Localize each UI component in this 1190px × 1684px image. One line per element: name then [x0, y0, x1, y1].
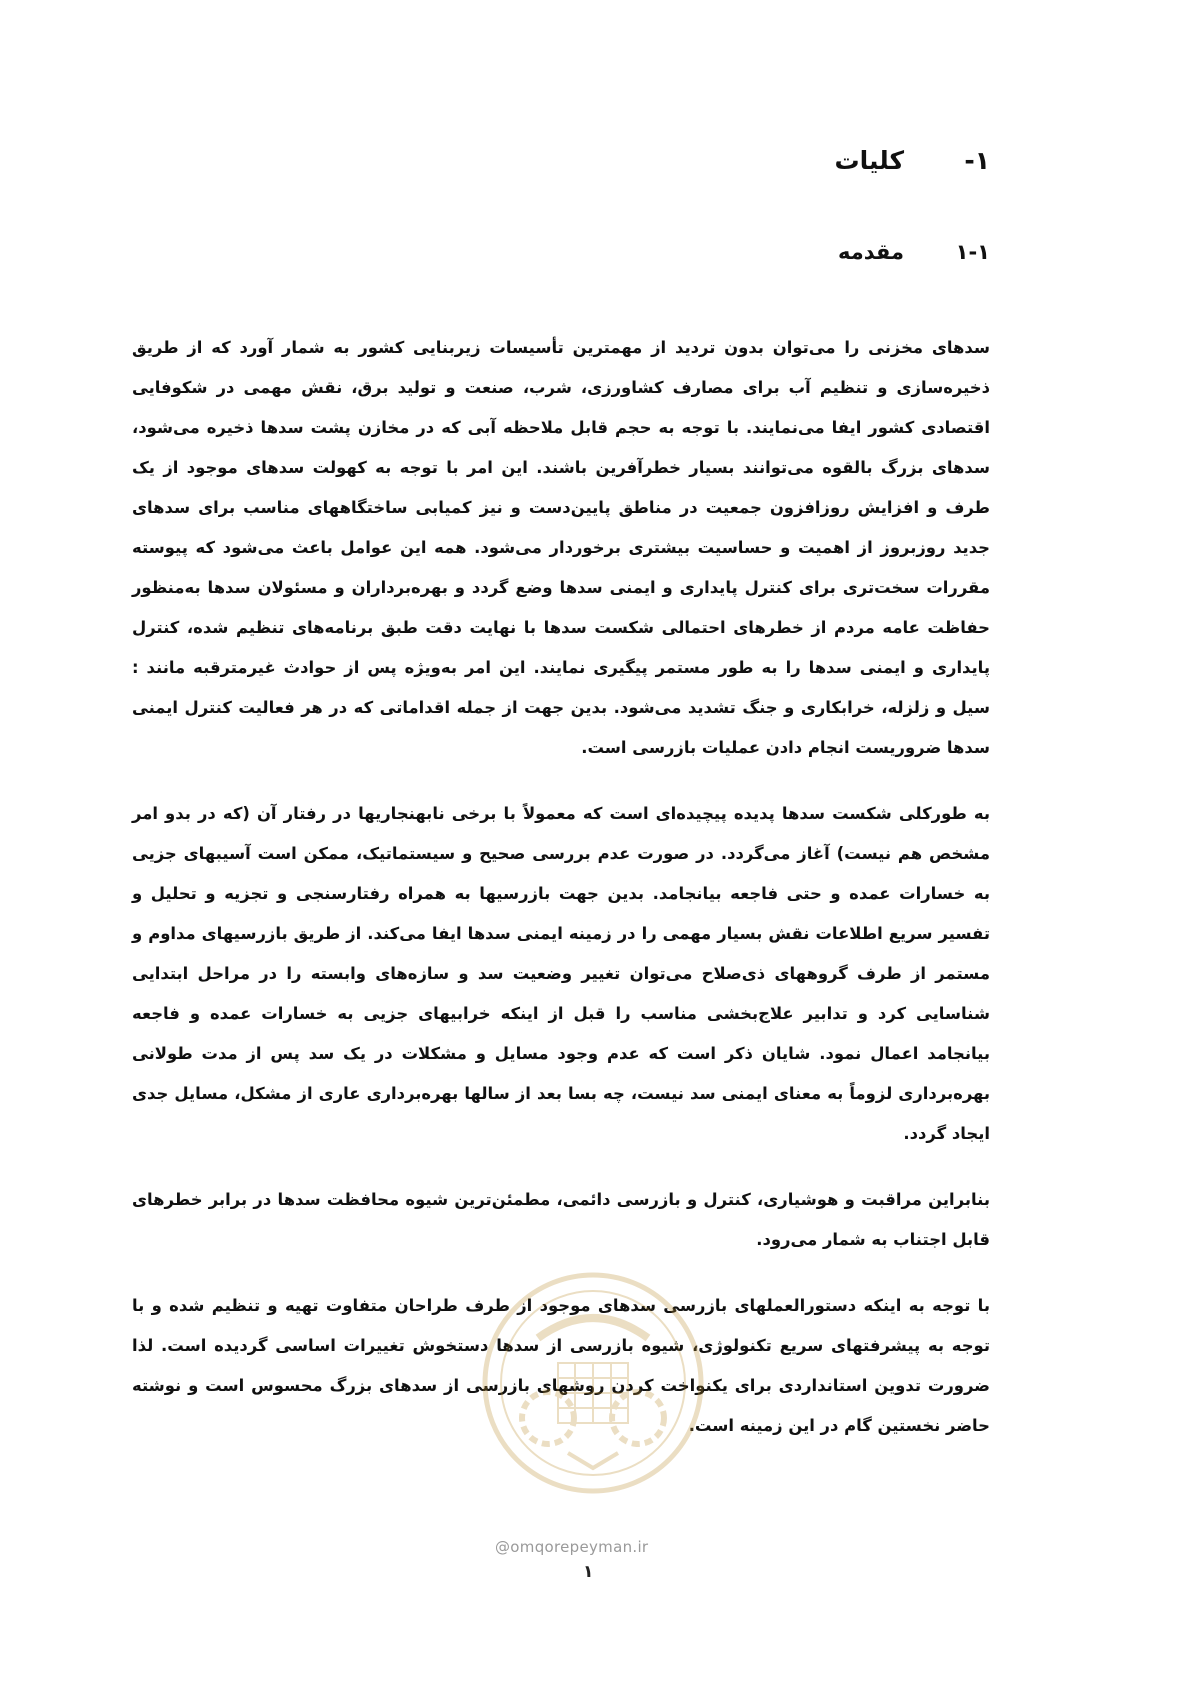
watermark-seal-icon — [478, 1268, 708, 1498]
subsection-heading — [838, 240, 990, 264]
section-heading — [835, 146, 990, 175]
subsection-title: مقدمه — [838, 240, 904, 264]
section-title: کلیات — [834, 146, 904, 175]
paragraph-2: به طورکلی شکست سدها پدیده پیچیده‌ای است که معمولاً با برخی نابهنجاریها در رفتار آن (که در بدو امر مشخص هم نیست) آغاز می‌گردد. در صورت عدم بررسی صحیح و سیستماتیک، ممکن است آسیبهای جزیی به خسارات عمده و حتی فاجعه بیانجامد. بدین جهت بازرسیها به همراه رفتارسنجی و تجزیه و تحلیل و تفسیر سریع اطلاعات نقش بسیار مهمی را در زمینه ایمنی سدها ایفا می‌کند. از طریق بازرسیهای مداوم و مستمر از طرف گروههای ذی‌صلاح می‌توان تغییر وضعیت سد و سازه‌های وابسته را در مراحل ابتدایی شناسایی کرد و تدابیر علاج‌بخشی مناسب را قبل از اینکه خرابیهای جزیی به خسارات عمده و فاجعه بیانجامد اعمال نمود. شایان ذکر است که عدم وجود مسایل و مشکلات در یک سد پس از مدت طولانی بهره‌برداری لزوماً به معنای ایمنی سد نیست، چه بسا بعد از سالها بهره‌برداری عاری از مشکل، مسایل جدی ایجاد گردد. — [132, 804, 990, 1143]
watermark-url: @omqorepeyman.ir — [495, 1538, 649, 1556]
subsection-number: ۱-۱ — [955, 240, 990, 264]
paragraph-3: بنابراین مراقبت و هوشیاری، کنترل و بازرسی دائمی، مطمئن‌ترین شیوه محافظت سدها در برابر خطرهای قابل اجتناب به شمار می‌رود. — [132, 1190, 990, 1249]
paragraph-4: با توجه به اینکه دستورالعملهای بازرسی سدهای موجود از طرف طراحان متفاوت تهیه و تنظیم شده و با توجه به پیشرفتهای سریع تکنولوژی، شیوه بازرسی از سدها دستخوش تغییرات اساسی گردیده است. لذا ضرورت تدوین استانداردی برای یکنواخت کردن روشهای بازرسی از سدهای بزرگ محسوس است و نوشته حاضر نخستین گام در این زمینه است. — [132, 1296, 990, 1435]
section-number: ۱- — [964, 146, 990, 175]
page-number: ۱ — [583, 1562, 594, 1582]
paragraph-1: سدهای مخزنی را می‌توان بدون تردید از مهمترین تأسیسات زیربنایی کشور به شمار آورد که از طریق ذخیره‌سازی و تنظیم آب برای مصارف کشاورزی، شرب، صنعت و تولید برق، نقش مهمی در شکوفایی اقتصادی کشور ایفا می‌نمایند. با توجه به حجم قابل ملاحظه آبی که در مخازن پشت سدها ذخیره می‌شود، سدهای بزرگ بالقوه می‌توانند بسیار خطرآفرین باشند. این امر با توجه به کهولت سدهای موجود از یک طرف و افزایش روزافزون جمعیت در مناطق پایین‌دست و نیز کمیابی ساختگاههای مناسب برای سدهای جدید روزبروز از اهمیت و حساسیت بیشتری برخوردار می‌شود. همه این عوامل باعث می‌شود که پیوسته مقررات سخت‌تری برای کنترل پایداری و ایمنی سدها وضع گردد و بهره‌برداران و مسئولان سدها به‌منظور حفاظت عامه مردم از خطرهای احتمالی شکست سدها با نهایت دقت طبق برنامه‌های تنظیم شده، کنترل پایداری و ایمنی سدها را به طور مستمر پیگیری نمایند. این امر به‌ویژه پس از حوادث غیرمترقبه مانند : سیل و زلزله، خرابکاری و جنگ تشدید می‌شود. بدین جهت از جمله اقداماتی که در هر فعالیت کنترل ایمنی سدها ضروریست انجام دادن عملیات بازرسی است. — [132, 338, 990, 757]
